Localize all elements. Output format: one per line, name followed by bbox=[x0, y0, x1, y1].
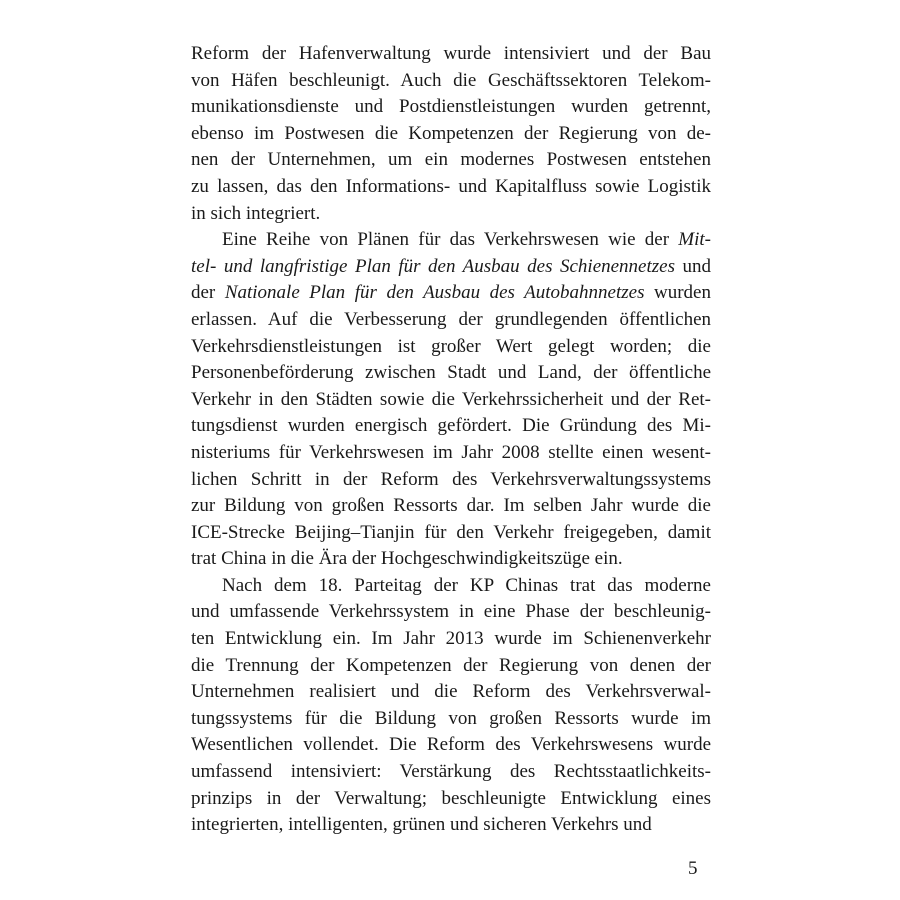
text-line bbox=[191, 440, 711, 467]
text-line bbox=[191, 121, 711, 148]
text-line bbox=[191, 94, 711, 121]
italic-text: Nationale Plan für den Ausbau des Autobahnnetzes bbox=[224, 282, 645, 304]
text-segment: Nach dem 18. Parteitag der KP Chinas trat das moderne bbox=[222, 574, 711, 596]
text-segment: trat China in die Ära der Hochgeschwindigkeitszüge ein. bbox=[191, 548, 623, 570]
text-segment: Eine Reihe von Plänen für das Verkehrswesen wie der bbox=[222, 229, 679, 251]
text-line bbox=[191, 201, 711, 228]
text-line bbox=[191, 732, 711, 759]
text-line bbox=[191, 413, 711, 440]
text-line bbox=[191, 254, 711, 281]
text-segment: und umfassende Verkehrssystem in eine Phase der beschleunig- bbox=[191, 601, 711, 623]
text-line bbox=[191, 147, 711, 174]
body-text bbox=[191, 41, 711, 839]
text-line bbox=[191, 653, 711, 680]
text-segment: der bbox=[191, 282, 225, 304]
text-line bbox=[191, 467, 711, 494]
text-segment: umfassend intensiviert: Verstärkung des Rechtsstaatlichkeits- bbox=[191, 761, 711, 783]
italic-text: tel- und langfristige Plan für den Ausbau des Schienennetzes bbox=[191, 255, 675, 277]
text-line bbox=[191, 626, 711, 653]
text-segment: Reform der Hafenverwaltung wurde intensiviert und der Bau bbox=[191, 43, 711, 64]
text-segment: nisteriums für Verkehrswesen im Jahr 2008 stellte einen wesent- bbox=[191, 441, 711, 463]
text-line bbox=[191, 706, 711, 733]
text-line bbox=[191, 227, 711, 254]
text-line bbox=[191, 759, 711, 786]
text-line bbox=[191, 520, 711, 547]
text-line bbox=[191, 360, 711, 387]
text-line bbox=[191, 546, 711, 573]
text-segment: in sich integriert. bbox=[191, 202, 321, 224]
text-line bbox=[191, 68, 711, 95]
text-segment: von Häfen beschleunigt. Auch die Geschäftssektoren Telekom- bbox=[191, 69, 711, 91]
text-segment: nen der Unternehmen, um ein modernes Postwesen entstehen bbox=[191, 149, 711, 171]
text-line bbox=[191, 280, 711, 307]
text-segment: ebenso im Postwesen die Kompetenzen der Regierung von de- bbox=[191, 122, 711, 144]
text-line bbox=[191, 307, 711, 334]
text-segment: prinzips in der Verwaltung; beschleunigte Entwicklung eines bbox=[191, 787, 711, 809]
text-segment: Wesentlichen vollendet. Die Reform des Verkehrswesens wurde bbox=[191, 734, 711, 756]
text-line bbox=[191, 493, 711, 520]
text-segment: munikationsdienste und Postdienstleistungen wurden getrennt, bbox=[191, 96, 711, 118]
text-segment: tungsdienst wurden energisch gefördert. Die Gründung des Mi- bbox=[191, 415, 711, 437]
text-line bbox=[191, 573, 711, 600]
text-segment: Personenbeförderung zwischen Stadt und Land, der öffentliche bbox=[191, 362, 711, 384]
text-line bbox=[191, 786, 711, 813]
text-segment: zu lassen, das den Informations- und Kapitalfluss sowie Logistik bbox=[191, 175, 711, 197]
text-line bbox=[191, 41, 711, 68]
text-line bbox=[191, 334, 711, 361]
paragraph bbox=[191, 41, 711, 227]
italic-text: Mit- bbox=[678, 229, 711, 251]
text-segment: Verkehr in den Städten sowie die Verkehrssicherheit und der Ret- bbox=[191, 388, 711, 410]
text-segment: wurden bbox=[644, 282, 711, 304]
text-segment: ICE-Strecke Beijing–Tianjin für den Verkehr freigegeben, damit bbox=[191, 521, 711, 543]
text-segment: ten Entwicklung ein. Im Jahr 2013 wurde im Schienenverkehr bbox=[191, 628, 711, 650]
text-segment: lichen Schritt in der Reform des Verkehrsverwaltungssystems bbox=[191, 468, 711, 490]
text-segment: integrierten, intelligenten, grünen und sicheren Verkehrs und bbox=[191, 814, 652, 836]
text-segment: zur Bildung von großen Ressorts dar. Im selben Jahr wurde die bbox=[191, 495, 711, 517]
paragraph bbox=[191, 573, 711, 839]
text-line bbox=[191, 679, 711, 706]
text-line bbox=[191, 599, 711, 626]
text-line bbox=[191, 387, 711, 414]
text-line bbox=[191, 174, 711, 201]
text-segment: tungssystems für die Bildung von großen Ressorts wurde im bbox=[191, 707, 711, 729]
page-number: 5 bbox=[688, 858, 698, 879]
text-segment: und bbox=[675, 255, 712, 277]
text-line bbox=[191, 812, 711, 839]
text-segment: Verkehrsdienstleistungen ist großer Wert gelegt worden; die bbox=[191, 335, 711, 357]
text-segment: die Trennung der Kompetenzen der Regierung von denen der bbox=[191, 654, 711, 676]
paragraph bbox=[191, 227, 711, 573]
text-segment: Unternehmen realisiert und die Reform des Verkehrsverwal- bbox=[191, 681, 711, 703]
text-segment: erlassen. Auf die Verbesserung der grundlegenden öffentlichen bbox=[191, 308, 711, 330]
